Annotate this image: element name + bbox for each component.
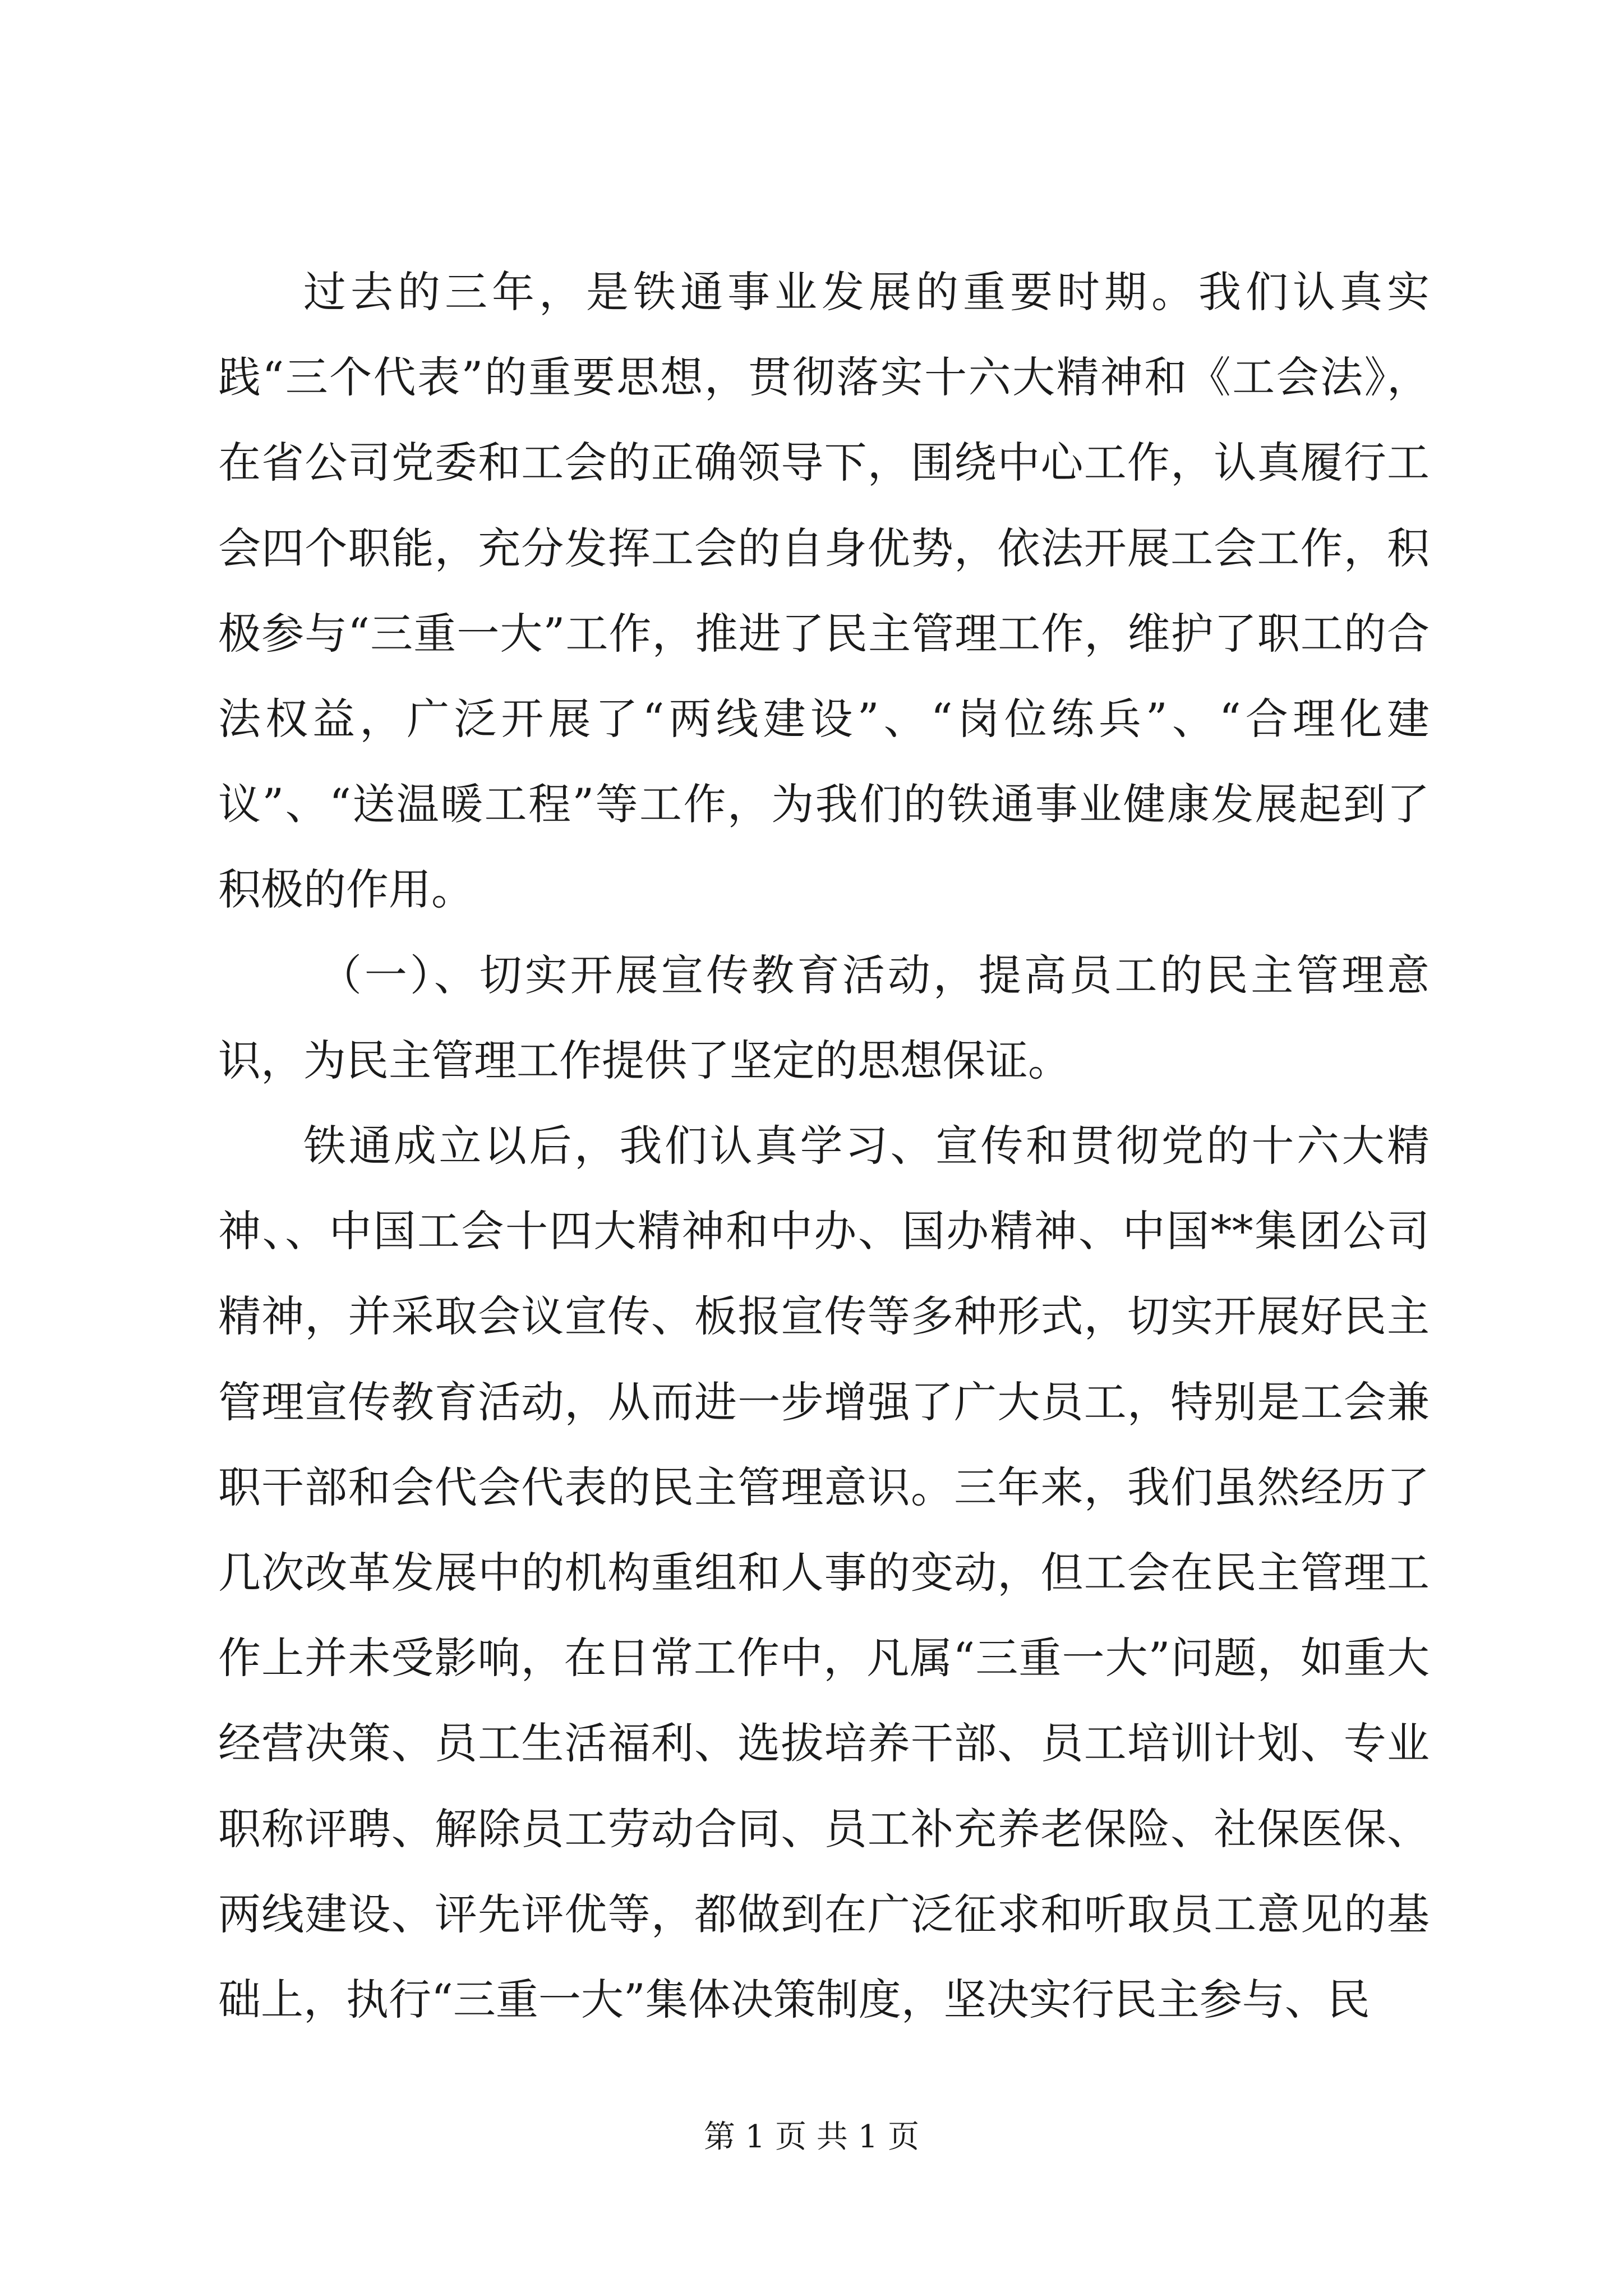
document-body bbox=[218, 250, 1430, 2042]
paragraph-section-one-body: 铁通成立以后，我们认真学习、宣传和贯彻党的十六大精神、、中国工会十四大精神和中办、国办精神、中国**集团公司精神，并采取会议宣传、板报宣传等多种形式，切实开展好民主管理宣传教育活动，从而进一步增强了广大员工，特别是工会兼职干部和会代会代表的民主管理意识。三年来，我们虽然经历了几次改革发展中的机构重组和人事的变动，但工会在民主管理工作上并未受影响，在日常工作中，凡属“三重一大”问题，如重大经营决策、员工生活福利、选拔培养干部、员工培训计划、专业职称评聘、解除员工劳动合同、员工补充养老保险、社保医保、两线建设、评先评优等，都做到在广泛征求和听取员工意见的基础上，执行“三重一大”集体决策制度，坚决实行民主参与、民 bbox=[218, 1121, 1430, 2025]
paragraph-intro: 过去的三年，是铁通事业发展的重要时期。我们认真实践“三个代表”的重要思想，贯彻落实十六大精神和《工会法》，在省公司党委和工会的正确领导下，围绕中心工作，认真履行工会四个职能，充分发挥工会的自身优势，依法开展工会工作，积极参与“三重一大”工作，推进了民主管理工作，维护了职工的合法权益，广泛开展了“两线建设”、“岗位练兵”、“合理化建议”、“送温暖工程”等工作，为我们的铁通事业健康发展起到了积极的作用。 bbox=[218, 267, 1430, 915]
section-heading-one: （一）、切实开展宣传教育活动，提高员工的民主管理意识，为民主管理工作提供了坚定的思想保证。 bbox=[218, 950, 1430, 1085]
page-footer: 第 1 页 共 1 页 bbox=[703, 2119, 920, 2155]
